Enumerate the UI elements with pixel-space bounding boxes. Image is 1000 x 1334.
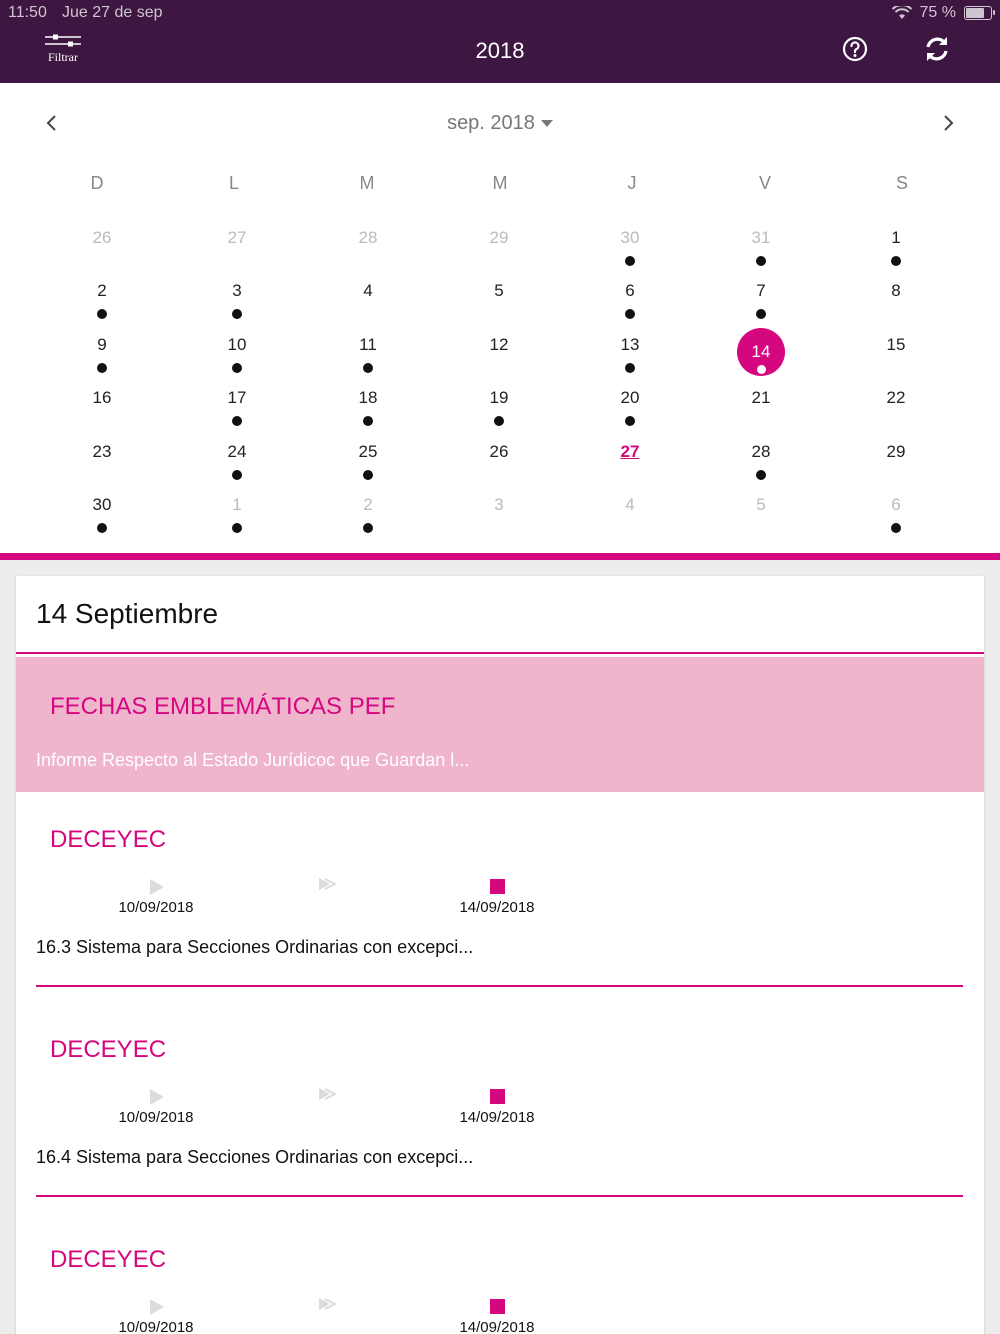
- event-description: 16.4 Sistema para Secciones Ordinarias con excepci...: [36, 1147, 474, 1167]
- event-dot: [232, 363, 242, 373]
- divider: [36, 985, 963, 987]
- day-number: 27: [227, 228, 247, 247]
- calendar-week: [0, 274, 1000, 324]
- calendar-week: [0, 328, 1000, 378]
- day-number: 2: [363, 495, 373, 514]
- day-number: 20: [620, 388, 640, 408]
- calendar-day[interactable]: [342, 221, 394, 269]
- event-dot: [625, 416, 635, 426]
- calendar-day[interactable]: [473, 221, 525, 269]
- event-dot: [756, 309, 766, 319]
- calendar-day[interactable]: [604, 274, 656, 322]
- calendar-day[interactable]: [211, 221, 263, 269]
- day-number: 28: [751, 441, 771, 461]
- day-number: 29: [886, 441, 906, 461]
- event-dot: [232, 309, 242, 319]
- event-dot: [363, 470, 373, 480]
- event-dot: [97, 363, 107, 373]
- weekday-label: L: [228, 173, 239, 193]
- day-number: 19: [489, 388, 509, 408]
- calendar: [0, 83, 1000, 553]
- event-dot: [232, 416, 242, 426]
- stop-icon: [490, 1299, 505, 1314]
- day-number: 21: [751, 388, 771, 408]
- day-number: 4: [363, 281, 373, 301]
- weekday-label: D: [90, 173, 104, 193]
- day-number: 30: [92, 495, 112, 514]
- calendar-day-today[interactable]: [604, 435, 656, 483]
- calendar-day[interactable]: [342, 488, 394, 536]
- day-number: 9: [97, 334, 107, 354]
- event-dot: [363, 416, 373, 426]
- event-item[interactable]: [16, 1002, 984, 1212]
- calendar-day[interactable]: [342, 274, 394, 322]
- event-dot: [756, 470, 766, 480]
- weekday-label: V: [758, 173, 771, 193]
- play-icon: [149, 1088, 165, 1106]
- status-indicators: [892, 4, 992, 22]
- month-label: sep. 2018: [447, 112, 535, 134]
- event-start-date: 10/09/2018: [118, 899, 194, 916]
- day-number: 14: [751, 341, 771, 361]
- calendar-day[interactable]: [735, 488, 787, 536]
- calendar-day[interactable]: [211, 435, 263, 483]
- calendar-week: [0, 381, 1000, 431]
- wifi-icon: [892, 6, 912, 20]
- day-number: 5: [756, 495, 766, 514]
- calendar-week: [0, 435, 1000, 485]
- play-icon: [149, 1298, 165, 1316]
- day-number: 5: [494, 281, 504, 301]
- calendar-day[interactable]: [342, 381, 394, 429]
- calendar-day[interactable]: [870, 274, 922, 322]
- weekday-header: [0, 173, 1000, 213]
- emblematic-dates-item[interactable]: [16, 657, 984, 792]
- help-button[interactable]: [840, 34, 870, 64]
- day-number: 8: [891, 281, 901, 301]
- day-number: 3: [232, 281, 242, 301]
- day-number: 11: [359, 334, 377, 354]
- day-detail-card: [16, 576, 984, 1334]
- day-number: 10: [227, 334, 247, 354]
- day-number: 1: [232, 495, 242, 514]
- weekday-label: J: [627, 173, 637, 193]
- day-number: 7: [756, 281, 766, 301]
- day-number: 23: [92, 441, 112, 461]
- day-number: 24: [227, 441, 247, 461]
- play-icon: [149, 878, 165, 896]
- event-dot: [625, 309, 635, 319]
- refresh-icon: [922, 34, 952, 64]
- day-number: 31: [751, 228, 771, 247]
- event-title: DECEYEC: [50, 1246, 167, 1273]
- calendar-day[interactable]: [76, 221, 128, 269]
- event-dot: [756, 256, 766, 266]
- day-number: 26: [92, 228, 112, 247]
- calendar-day[interactable]: [76, 435, 128, 483]
- event-item[interactable]: [16, 1212, 984, 1334]
- event-dot: [97, 523, 107, 533]
- calendar-week: [0, 488, 1000, 538]
- calendar-day[interactable]: [76, 381, 128, 429]
- next-month-button[interactable]: [936, 111, 960, 135]
- event-dot: [363, 363, 373, 373]
- emblematic-subtitle: Informe Respecto al Estado Jurídicoc que Guardan l...: [36, 750, 470, 770]
- calendar-day[interactable]: [604, 488, 656, 536]
- day-number: 15: [886, 334, 906, 354]
- calendar-day[interactable]: [76, 274, 128, 322]
- calendar-day[interactable]: [473, 328, 525, 376]
- event-dot: [232, 470, 242, 480]
- calendar-day[interactable]: [211, 328, 263, 376]
- battery-level: [966, 8, 984, 18]
- status-time: 11:50: [8, 4, 47, 21]
- caret-down-icon: [541, 120, 553, 127]
- event-dot: [757, 365, 766, 374]
- day-number: 4: [625, 495, 635, 514]
- calendar-week: [0, 221, 1000, 271]
- refresh-button[interactable]: [922, 34, 952, 64]
- selected-date-title: 14 Septiembre: [36, 598, 219, 629]
- calendar-day[interactable]: [870, 328, 922, 376]
- event-dot: [625, 363, 635, 373]
- day-number: 30: [620, 228, 640, 247]
- calendar-day[interactable]: [342, 328, 394, 376]
- event-end-date: 14/09/2018: [459, 899, 535, 916]
- event-dot: [625, 256, 635, 266]
- calendar-day[interactable]: [735, 274, 787, 322]
- question-circle-icon: [840, 34, 870, 64]
- divider: [36, 1195, 963, 1197]
- app-header: [0, 0, 1000, 83]
- calendar-day[interactable]: [735, 435, 787, 483]
- day-number: 18: [358, 388, 378, 408]
- calendar-day[interactable]: [473, 381, 525, 429]
- event-title: DECEYEC: [50, 1036, 167, 1063]
- stop-icon: [490, 1089, 505, 1104]
- calendar-day[interactable]: [870, 435, 922, 483]
- day-number: 28: [358, 228, 378, 247]
- calendar-day-selected[interactable]: [735, 328, 787, 376]
- divider: [16, 652, 984, 654]
- calendar-day[interactable]: [211, 381, 263, 429]
- day-number: 13: [620, 334, 640, 354]
- calendar-divider: [0, 553, 1000, 560]
- emblematic-title: FECHAS EMBLEMÁTICAS PEF: [50, 693, 396, 720]
- day-number: 29: [489, 228, 509, 247]
- calendar-day[interactable]: [473, 488, 525, 536]
- day-number: 1: [891, 228, 901, 247]
- day-number: 6: [625, 281, 635, 301]
- calendar-day[interactable]: [473, 435, 525, 483]
- calendar-day[interactable]: [604, 328, 656, 376]
- event-start-date: 10/09/2018: [118, 1109, 194, 1126]
- weekday-label: S: [895, 173, 908, 193]
- calendar-day[interactable]: [870, 488, 922, 536]
- event-end-date: 14/09/2018: [459, 1109, 535, 1126]
- calendar-day[interactable]: [604, 221, 656, 269]
- day-number: 27: [620, 441, 640, 461]
- filter-label: Filtrar: [48, 50, 78, 64]
- forward-step-icon: [318, 1086, 338, 1102]
- event-dot: [891, 256, 901, 266]
- calendar-day[interactable]: [870, 221, 922, 269]
- event-dot: [891, 523, 901, 533]
- event-dot: [97, 309, 107, 319]
- weekday-label: M: [359, 173, 375, 193]
- battery-icon: [964, 6, 992, 20]
- calendar-day[interactable]: [342, 435, 394, 483]
- day-number: 16: [92, 388, 112, 408]
- calendar-day[interactable]: [870, 381, 922, 429]
- month-selector[interactable]: [0, 112, 1000, 135]
- calendar-day[interactable]: [735, 221, 787, 269]
- weekday-label: M: [492, 173, 508, 193]
- forward-step-icon: [318, 1296, 338, 1312]
- calendar-day[interactable]: [211, 488, 263, 536]
- calendar-day[interactable]: [604, 381, 656, 429]
- chevron-right-icon: [936, 111, 960, 135]
- event-end-date: 14/09/2018: [459, 1319, 535, 1334]
- day-number: 22: [886, 388, 906, 408]
- event-dot: [363, 523, 373, 533]
- event-item[interactable]: [16, 792, 984, 1002]
- day-number: 3: [494, 495, 504, 514]
- calendar-day[interactable]: [735, 381, 787, 429]
- day-number: 6: [891, 495, 901, 514]
- calendar-day[interactable]: [473, 274, 525, 322]
- calendar-day[interactable]: [76, 328, 128, 376]
- day-number: 17: [227, 388, 247, 408]
- day-number: 26: [489, 441, 509, 461]
- day-number: 12: [489, 334, 509, 354]
- forward-step-icon: [318, 876, 338, 892]
- event-title: DECEYEC: [50, 826, 167, 853]
- status-date: Jue 27 de sep: [62, 4, 163, 21]
- page-title: 2018: [475, 38, 525, 63]
- event-dot: [494, 416, 504, 426]
- day-number: 25: [358, 441, 378, 461]
- stop-icon: [490, 879, 505, 894]
- event-dot: [232, 523, 242, 533]
- event-start-date: 10/09/2018: [118, 1319, 194, 1334]
- calendar-day[interactable]: [211, 274, 263, 322]
- calendar-day[interactable]: [76, 488, 128, 536]
- battery-percent: 75 %: [919, 4, 956, 21]
- day-number: 2: [97, 281, 107, 301]
- event-description: 16.3 Sistema para Secciones Ordinarias con excepci...: [36, 937, 474, 957]
